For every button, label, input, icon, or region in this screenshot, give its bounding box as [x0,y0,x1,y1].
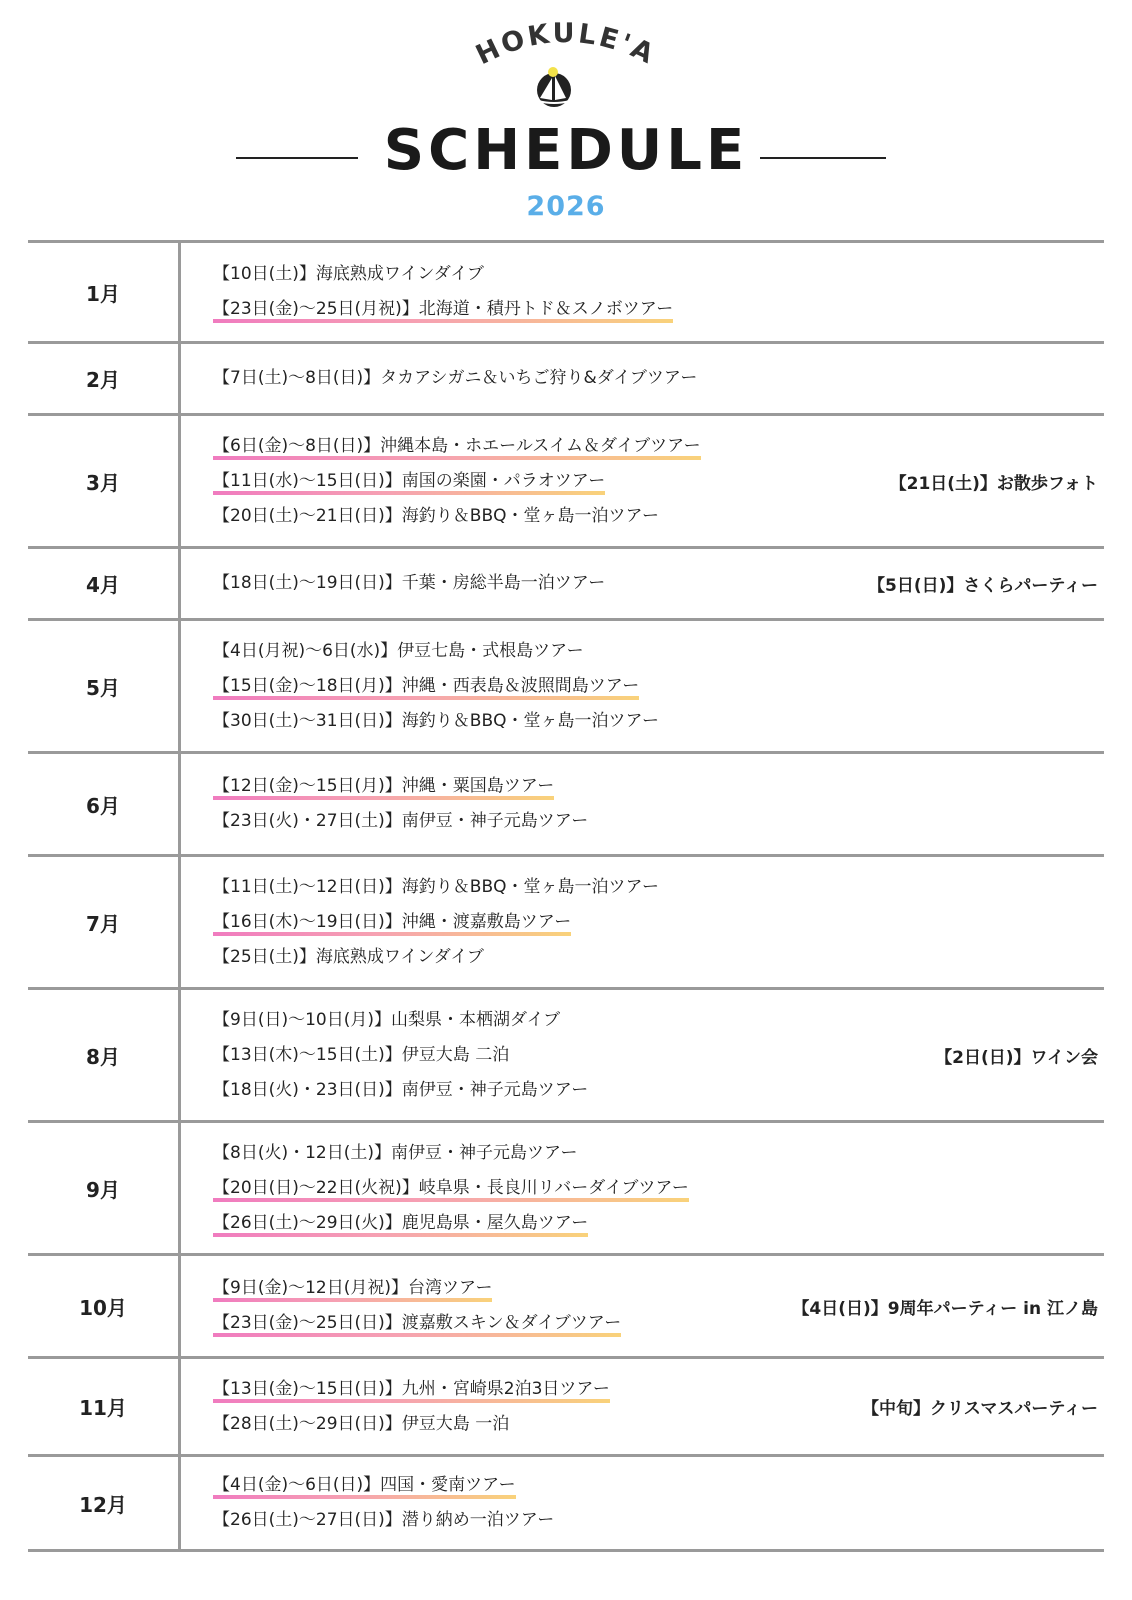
month-label: 5月 [28,621,181,751]
schedule-row [28,854,1104,987]
sailboat-icon [537,67,571,107]
month-label: 4月 [28,549,181,618]
month-label: 9月 [28,1123,181,1253]
event-text: 【12日(金)〜15日(月)】沖縄・粟国島ツアー [213,773,554,800]
event-text: 【23日(火)・27日(土)】南伊豆・神子元島ツアー [213,811,589,831]
title-rule-right [760,157,886,159]
event-text: 【13日(木)〜15日(土)】伊豆大島 二泊 [213,1044,510,1065]
event-text: 【23日(金)〜25日(日)】渡嘉敷スキン＆ダイブツアー [213,1310,621,1337]
event-text: 【26日(土)〜27日(日)】潜り納め一泊ツアー [213,1510,555,1530]
schedule-row [28,618,1104,751]
event-item [211,634,831,669]
event-text: 【4日(金)〜6日(日)】四国・愛南ツアー [213,1472,516,1499]
event-text: 【11日(土)〜12日(日)】海釣り＆BBQ・堂ヶ島一泊ツアー [213,876,659,897]
event-item-highlighted [211,905,831,940]
event-text: 【13日(金)〜15日(日)】九州・宮崎県2泊3日ツアー [213,1376,610,1403]
side-event: 【21日(土)】お散歩フォト [889,473,1098,494]
event-item [211,257,831,292]
page-title: SCHEDULE [383,118,749,183]
schedule-table [28,240,1104,1552]
month-label: 10月 [28,1256,181,1356]
event-item-highlighted [211,769,831,804]
event-item [211,361,831,396]
event-text: 【10日(土)】海底熟成ワインダイブ [213,264,484,284]
hokulea-logo [446,14,686,124]
event-text: 【8日(火)・12日(土)】南伊豆・神子元島ツアー [213,1142,578,1163]
event-item [211,704,831,739]
event-text: 【11日(水)〜15日(日)】南国の楽園・パラオツアー [213,468,605,495]
schedule-row [28,1454,1104,1552]
event-text: 【20日(土)〜21日(日)】海釣り＆BBQ・堂ヶ島一泊ツアー [213,505,659,526]
month-label: 8月 [28,990,181,1120]
event-text: 【18日(火)・23日(日)】南伊豆・神子元島ツアー [213,1079,589,1100]
event-text: 【4日(月祝)〜6日(水)】伊豆七島・式根島ツアー [213,640,584,661]
schedule-row [28,751,1104,854]
schedule-row [28,240,1104,341]
event-text: 【16日(木)〜19日(日)】沖縄・渡嘉敷島ツアー [213,909,571,936]
event-item-highlighted [211,1171,831,1206]
event-item-highlighted [211,292,831,327]
side-event: 【5日(日)】さくらパーティー [867,576,1098,596]
event-list [211,857,831,987]
event-list [211,243,831,341]
event-text: 【9日(金)〜12日(月祝)】台湾ツアー [213,1275,492,1302]
schedule-row [28,413,1104,546]
event-item-highlighted [211,1468,831,1503]
month-label: 1月 [28,243,181,341]
schedule-row [28,1356,1104,1454]
event-text: 【18日(土)〜19日(日)】千葉・房総半島一泊ツアー [213,573,606,593]
side-event: 【2日(日)】ワイン会 [935,1047,1098,1068]
event-text: 【25日(土)】海底熟成ワインダイブ [213,946,484,967]
side-event: 【4日(日)】9周年パーティー in 江ノ島 [792,1298,1098,1319]
event-list [211,344,831,413]
year-label: 2026 [526,191,606,222]
event-list [211,1457,831,1549]
event-text: 【15日(金)〜18日(月)】沖縄・西表島＆波照間島ツアー [213,673,639,700]
event-item [211,940,831,975]
month-label: 7月 [28,857,181,987]
event-item-highlighted [211,1206,831,1241]
brand-wordmark: HOKULE'A [471,17,661,72]
event-text: 【26日(土)〜29日(火)】鹿児島県・屋久島ツアー [213,1210,588,1237]
event-text: 【28日(土)〜29日(日)】伊豆大島 一泊 [213,1413,510,1434]
event-text: 【30日(土)〜31日(日)】海釣り＆BBQ・堂ヶ島一泊ツアー [213,710,659,731]
event-text: 【20日(日)〜22日(火祝)】岐阜県・長良川リバーダイブツアー [213,1175,689,1202]
month-label: 6月 [28,754,181,854]
schedule-row [28,1120,1104,1253]
event-list [211,754,831,854]
event-item-highlighted [211,669,831,704]
event-text: 【9日(日)〜10日(月)】山梨県・本栖湖ダイブ [213,1009,561,1030]
schedule-row [28,987,1104,1120]
side-event: 【中旬】クリスマスパーティー [862,1399,1098,1419]
month-label: 2月 [28,344,181,413]
header [0,0,1132,240]
event-text: 【7日(土)〜8日(日)】タカアシガニ＆いちご狩り&ダイブツアー [213,368,698,388]
event-list [211,1123,831,1253]
schedule-row [28,1253,1104,1356]
event-item [211,804,831,839]
event-item [211,1136,831,1171]
svg-text:HOKULE'A [471,18,661,71]
month-label: 12月 [28,1457,181,1549]
event-item [211,1503,831,1538]
schedule-row [28,341,1104,413]
schedule-row [28,546,1104,618]
event-list [211,621,831,751]
month-label: 11月 [28,1359,181,1454]
month-label: 3月 [28,416,181,546]
event-text: 【6日(金)〜8日(日)】沖縄本島・ホエールスイム＆ダイブツアー [213,433,701,460]
event-text: 【23日(金)〜25日(月祝)】北海道・積丹トド＆スノボツアー [213,296,673,323]
event-item [211,870,831,905]
